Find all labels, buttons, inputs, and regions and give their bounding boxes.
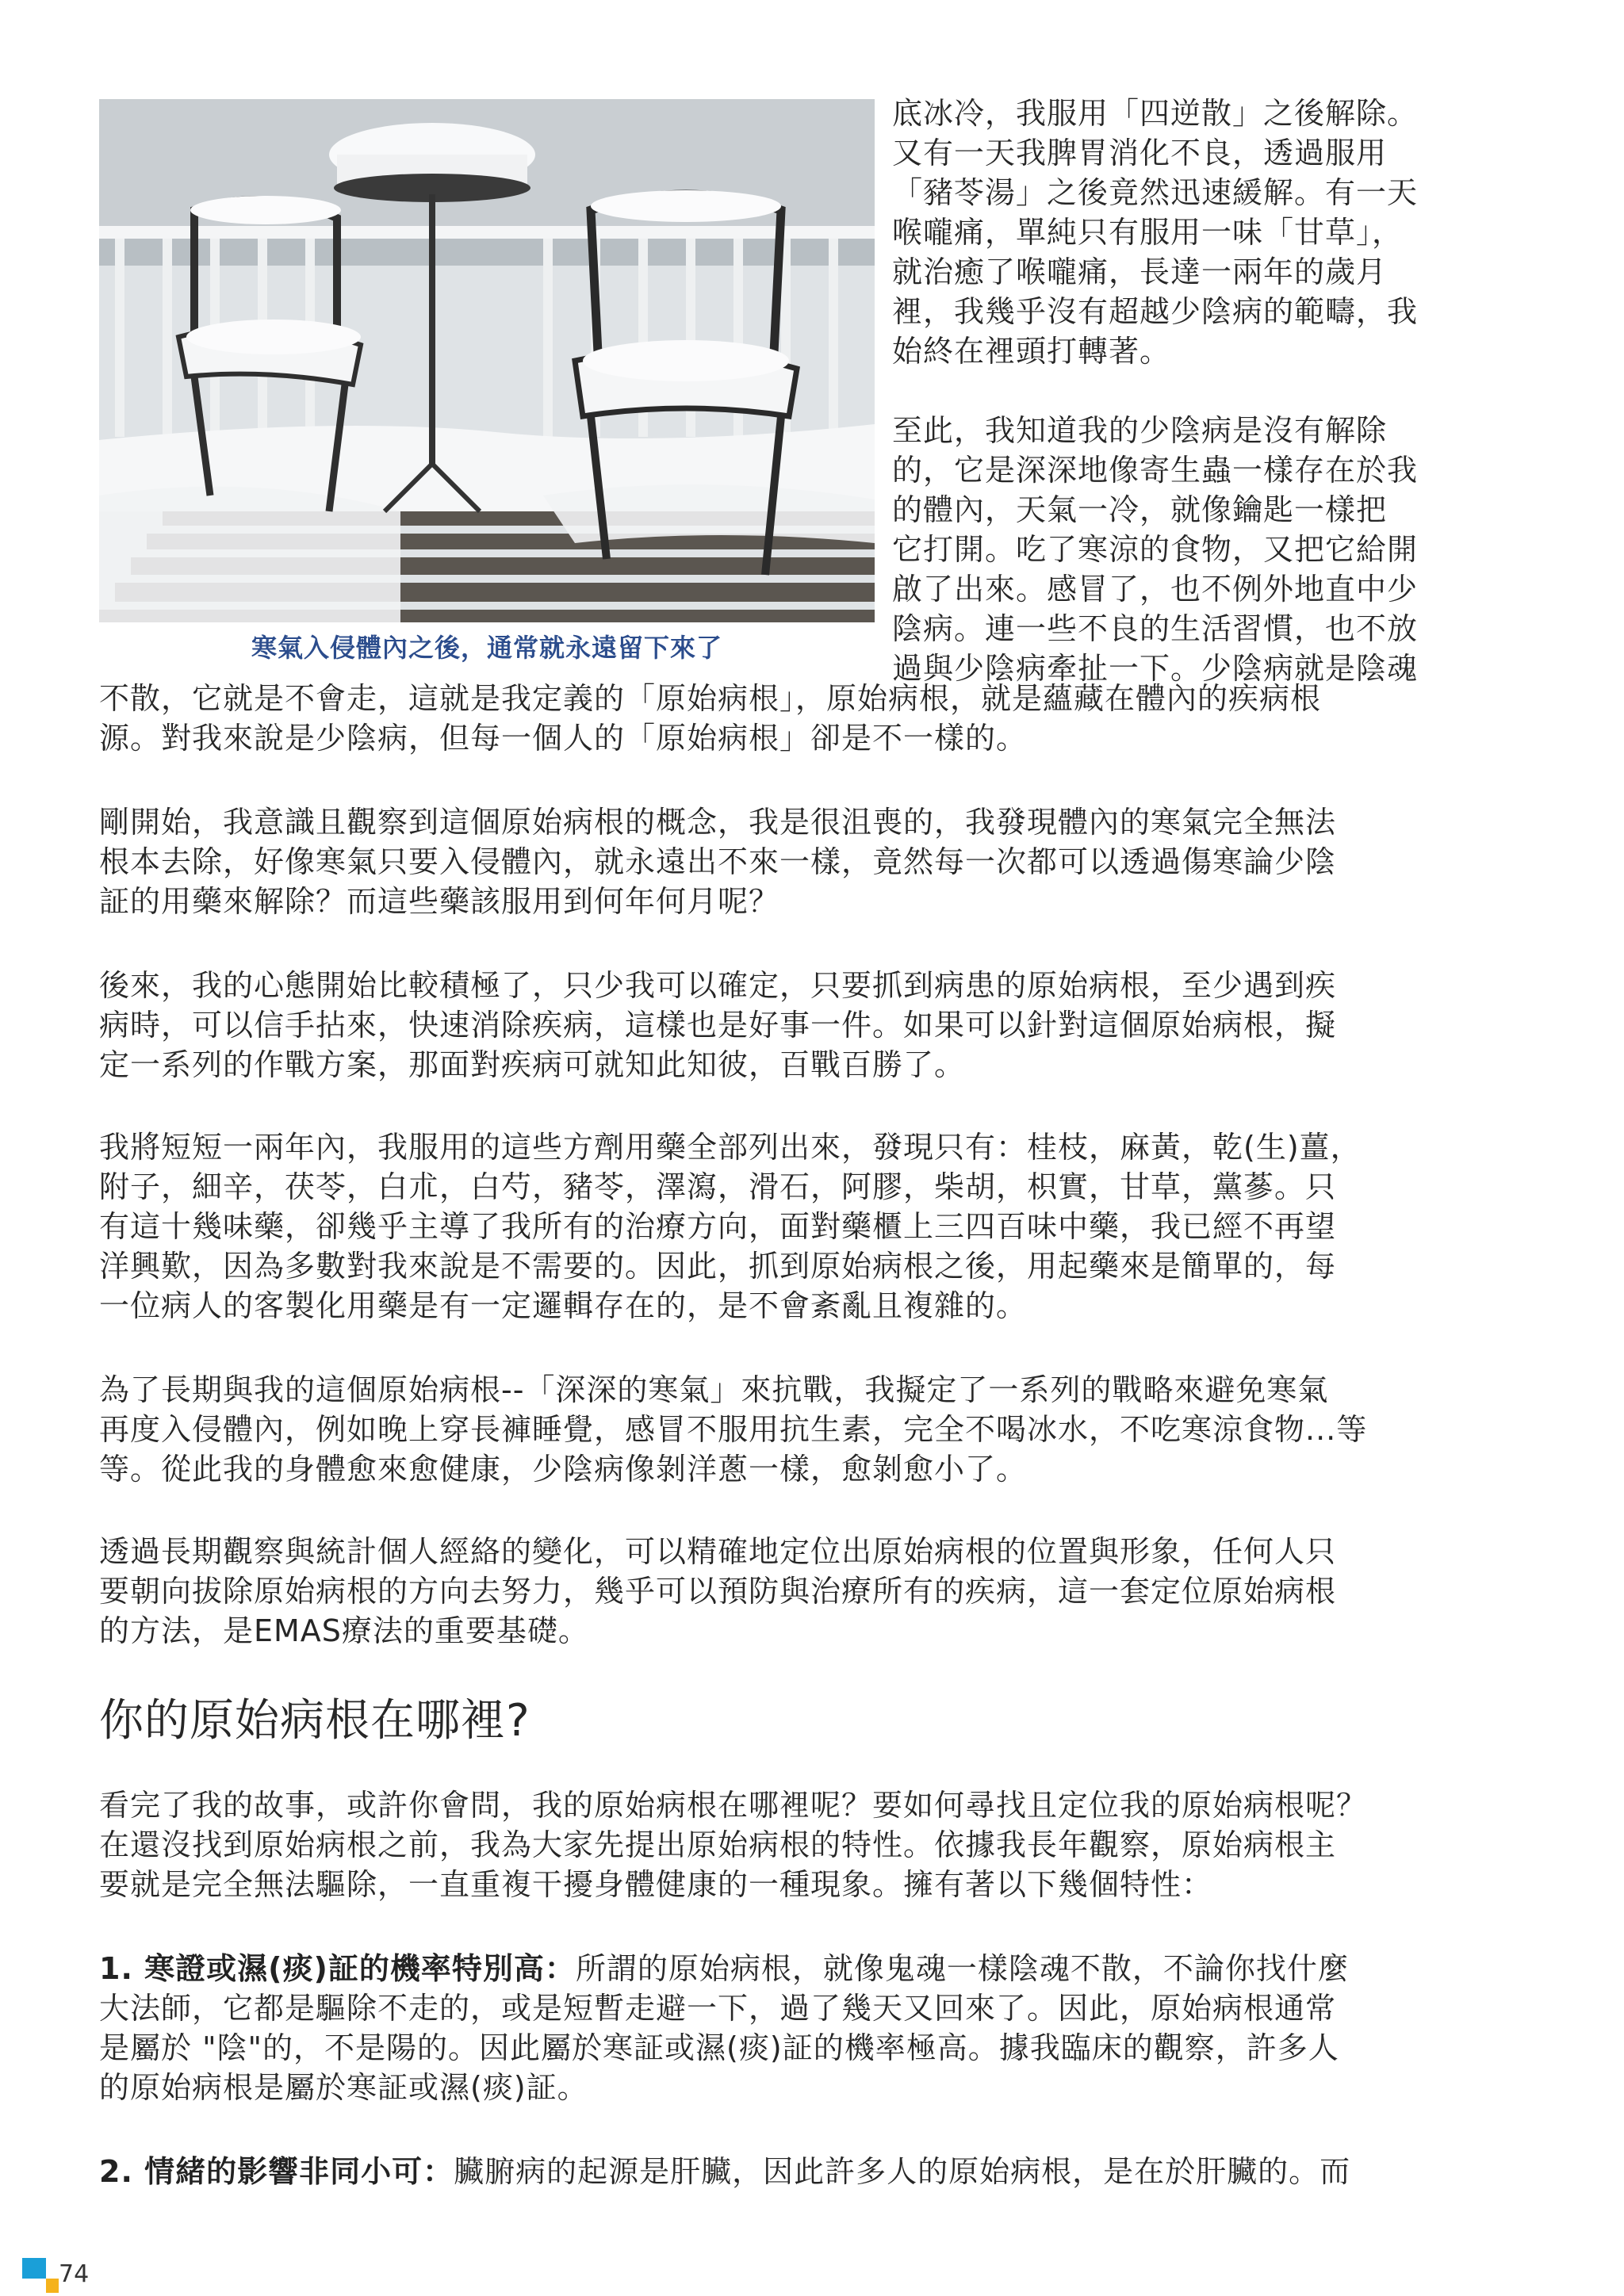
figure-caption: 寒氣入侵體內之後，通常就永遠留下來了 <box>251 633 722 663</box>
item-text: 所謂的原始病根，就像鬼魂一樣陰魂不散，不論你找什麼 <box>575 1951 1349 1986</box>
text-line: 是屬於 "陰"的，不是陽的。因此屬於寒証或濕(痰)証的機率極高。據我臨床的觀察，許多人 <box>99 2030 1339 2065</box>
text-line: 喉嚨痛，單純只有服用一味「甘草」， <box>892 215 1404 250</box>
text-line: 的，它是深深地像寄生蟲一樣存在於我 <box>892 453 1419 488</box>
text-line: 裡，我幾乎沒有超越少陰病的範疇，我 <box>892 294 1419 329</box>
text-line: 過與少陰病牽扯一下。少陰病就是陰魂 <box>892 651 1419 686</box>
paragraph-positive <box>99 966 1526 1085</box>
page-corner-mark <box>22 2258 59 2293</box>
text-line: 剛開始，我意識且觀察到這個原始病根的概念，我是很沮喪的，我發現體內的寒氣完全無法 <box>99 805 1337 840</box>
text-line: 大法師，它都是驅除不走的，或是短暫走避一下，過了幾天又回來了。因此，原始病根通常 <box>99 1991 1337 2026</box>
item-title: 1. 寒證或濕(痰)証的機率特別高： <box>99 1951 576 1986</box>
text-line: 根本去除，好像寒氣只要入侵體內，就永遠出不來一樣，竟然每一次都可以透過傷寒論少陰 <box>99 844 1337 879</box>
yellow-square-icon <box>46 2279 59 2293</box>
text-line: 它打開。吃了寒涼的食物，又把它給開 <box>892 532 1419 567</box>
text-line: 源。對我來說是少陰病，但每一個人的「原始病根」卻是不一樣的。 <box>99 721 1028 756</box>
text-line: 我將短短一兩年內，我服用的這些方劑用藥全部列出來，發現只有：桂枝，麻黃，乾(生)薑， <box>99 1130 1362 1165</box>
text-line: 啟了出來。感冒了，也不例外地直中少 <box>892 572 1419 607</box>
text-line <box>99 2152 1526 2191</box>
characteristic-item-1 <box>99 1949 1526 2107</box>
paragraph-emas <box>99 1532 1526 1651</box>
text-line: 洋興歎，因為多數對我來說是不需要的。因此，抓到原始病根之後，用起藥來是簡單的，每 <box>99 1249 1337 1284</box>
photo-illustration <box>99 99 875 622</box>
text-line: 就治癒了喉嚨痛，長達一兩年的歲月 <box>892 254 1388 289</box>
text-line: 不散，它就是不會走，這就是我定義的「原始病根」，原始病根，就是蘊藏在體內的疾病根 <box>99 681 1322 716</box>
paragraph-discouraged <box>99 802 1526 921</box>
text-line: 的原始病根是屬於寒証或濕(痰)証。 <box>99 2070 588 2105</box>
text-line: 証的用藥來解除？而這些藥該服用到何年何月呢？ <box>99 884 780 919</box>
text-line: 底冰冷，我服用「四逆散」之後解除。 <box>892 96 1419 131</box>
text-line: 的體內，天氣一冷，就像鑰匙一樣把 <box>892 492 1388 527</box>
text-line: 定一系列的作戰方案，那面對疾病可就知此知彼，百戰百勝了。 <box>99 1047 966 1082</box>
page-number: 74 <box>59 2260 90 2288</box>
text-line: 看完了我的故事，或許你會問，我的原始病根在哪裡呢？要如何尋找且定位我的原始病根呢？ <box>99 1788 1368 1823</box>
item-text: 臟腑病的起源是肝臟，因此許多人的原始病根，是在於肝臟的。而 <box>454 2154 1351 2189</box>
text-line: 的方法，是EMAS療法的重要基礎。 <box>99 1613 589 1648</box>
shaoyin-paragraph-continued <box>99 679 1526 758</box>
text-line: 等。從此我的身體愈來愈健康，少陰病像剝洋蔥一樣，愈剝愈小了。 <box>99 1452 1028 1487</box>
shaoyin-paragraph <box>892 411 1526 688</box>
text-line: 陰病。連一些不良的生活習慣，也不放 <box>892 611 1419 646</box>
item-title: 2. 情緒的影響非同小可： <box>99 2154 454 2189</box>
paragraph-characteristics-intro <box>99 1785 1526 1904</box>
text-line: 要就是完全無法驅除，一直重複干擾身體健康的一種現象。擁有著以下幾個特性： <box>99 1867 1213 1902</box>
text-line: 透過長期觀察與統計個人經絡的變化，可以精確地定位出原始病根的位置與形象，任何人只 <box>99 1534 1337 1569</box>
characteristic-item-2 <box>99 2152 1526 2191</box>
text-line: 又有一天我脾胃消化不良，透過服用 <box>892 136 1388 170</box>
intro-paragraph <box>892 94 1526 371</box>
section-heading: 你的原始病根在哪裡? <box>99 1695 530 1747</box>
text-line: 「豬苓湯」之後竟然迅速緩解。有一天 <box>892 175 1419 210</box>
text-line <box>99 1949 1526 1988</box>
paragraph-strategy <box>99 1370 1526 1489</box>
snow-chairs-photo <box>99 99 875 622</box>
text-line: 有這十幾味藥，卻幾乎主導了我所有的治療方向，面對藥櫃上三四百味中藥，我已經不再望 <box>99 1209 1337 1244</box>
text-line: 病時，可以信手拈來，快速消除疾病，這樣也是好事一件。如果可以針對這個原始病根，擬 <box>99 1008 1337 1043</box>
text-line: 為了長期與我的這個原始病根--「深深的寒氣」來抗戰，我擬定了一系列的戰略來避免寒氣 <box>99 1372 1329 1407</box>
text-line: 附子，細辛，茯苓，白朮，白芍，豬苓，澤瀉，滑石，阿膠，柴胡，枳實，甘草，黨蔘。只 <box>99 1169 1337 1204</box>
text-line: 後來，我的心態開始比較積極了，只少我可以確定，只要抓到病患的原始病根，至少遇到疾 <box>99 968 1337 1003</box>
blue-square-icon <box>22 2258 46 2279</box>
text-line: 在還沒找到原始病根之前，我為大家先提出原始病根的特性。依據我長年觀察，原始病根主 <box>99 1827 1337 1862</box>
text-line: 至此，我知道我的少陰病是沒有解除 <box>892 413 1388 448</box>
text-line: 要朝向拔除原始病根的方向去努力，幾乎可以預防與治療所有的疾病，這一套定位原始病根 <box>99 1574 1337 1609</box>
text-line: 始終在裡頭打轉著。 <box>892 334 1171 369</box>
text-line: 一位病人的客製化用藥是有一定邏輯存在的，是不會紊亂且複雜的。 <box>99 1288 1028 1323</box>
text-line: 再度入侵體內，例如晚上穿長褲睡覺，感冒不服用抗生素，完全不喝冰水，不吃寒涼食物...等 <box>99 1412 1368 1447</box>
paragraph-herbs <box>99 1127 1526 1326</box>
